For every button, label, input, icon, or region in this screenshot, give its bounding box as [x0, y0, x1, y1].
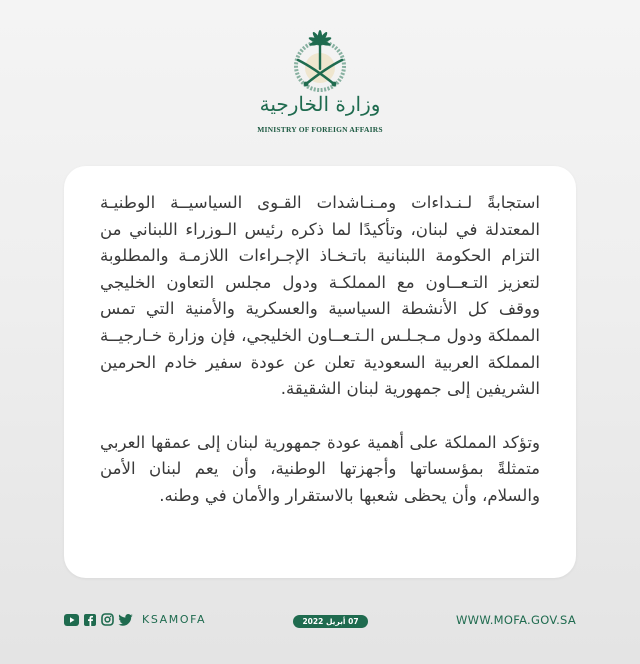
social-handle[interactable]: KSAMOFA	[142, 613, 207, 626]
footer	[0, 600, 640, 640]
date-badge: 07 أبريل 2022	[293, 615, 368, 628]
ministry-logo-arabic: وزارة الخارجية	[259, 92, 381, 116]
social-links	[64, 613, 206, 626]
statement-body	[100, 190, 540, 537]
website-link[interactable]: WWW.MOFA.GOV.SA	[456, 613, 576, 627]
statement-paragraph-1: استجابةً لـنـداءات ومـنـاشدات القـوى السياسيــة الوطنيـة المعتدلة في لبنان، وتأكيدًا لما ذكره رئيس الـوزراء اللبناني من التزام الحكومة اللبنانية باتـخـاذ الإجـراءات اللازمـة والمطلوبة لتعزيز التـعــاون مع المملكـة ودول مجلس التعاون الخليجي ووقف كل الأنشطة السياسية والعسكرية والأمنية التي تمس المملكة ودول مـجـلـس الـتـعــاون الخليجي، فإن وزارة خـارجيــة المملكة العربية السعودية تعلن عن عودة سفير خادم الحرمين الشريفين إلى جمهورية لبنان الشقيقة.	[100, 193, 540, 399]
ministry-logo-english: MINISTRY OF FOREIGN AFFAIRS	[257, 125, 383, 134]
statement-card	[64, 166, 576, 578]
instagram-icon[interactable]	[100, 613, 115, 626]
facebook-icon[interactable]	[82, 613, 97, 626]
saudi-emblem-icon	[284, 28, 356, 94]
youtube-icon[interactable]	[64, 613, 79, 626]
statement-paragraph-2: وتؤكد المملكة على أهمية عودة جمهورية لبنان إلى عمقها العربي متمثلةً بمؤسساتها وأجهزتها الوطنية، وأن يعم لبنان الأمن والسلام، وأن يحظى شعبها بالاستقرار والأمان في وطنه.	[100, 432, 540, 505]
twitter-icon[interactable]	[118, 613, 133, 626]
ministry-header	[0, 0, 640, 150]
